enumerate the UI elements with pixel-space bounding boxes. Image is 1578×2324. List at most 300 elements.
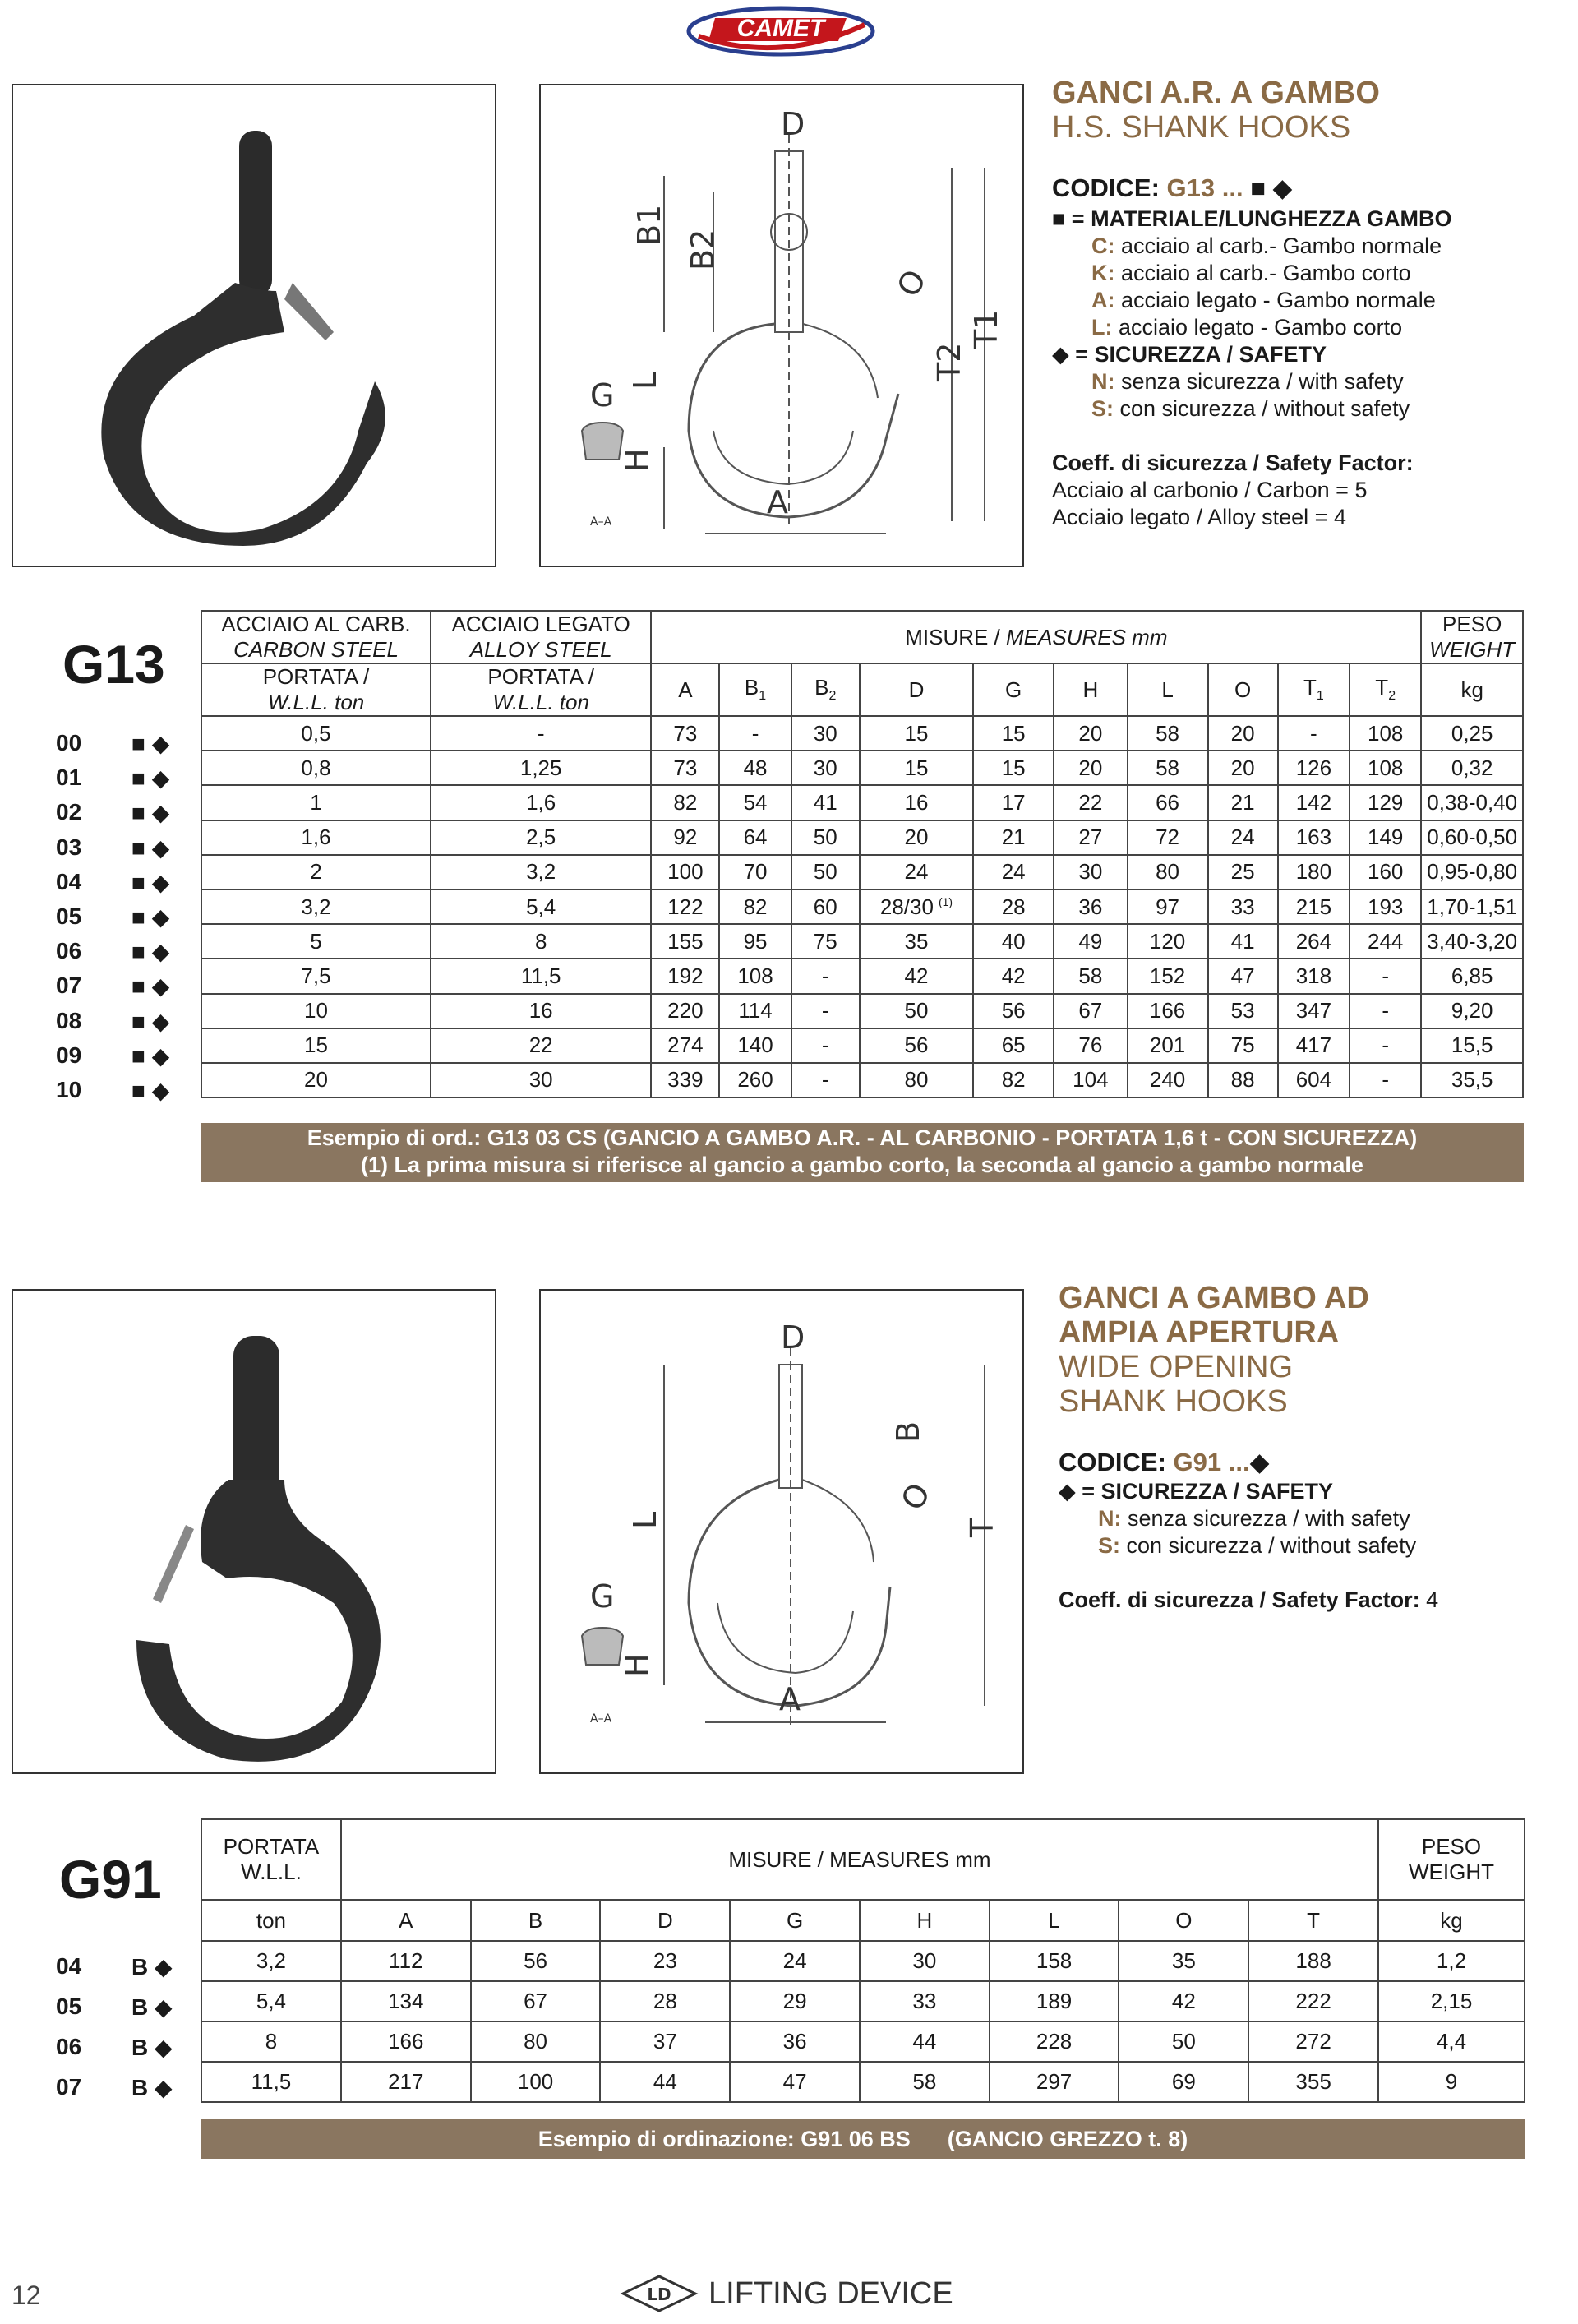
header-wll-en: W.L.L. ton <box>267 690 365 714</box>
cell-value: 15 <box>904 755 929 780</box>
cell-value: 28 <box>1001 894 1026 919</box>
cell-value: 20 <box>1230 755 1255 780</box>
table-cell <box>1054 820 1127 855</box>
cell-value: 3,2 <box>526 859 556 885</box>
cell-value: 72 <box>1156 825 1180 850</box>
table-cell <box>1054 1063 1127 1097</box>
g13-col-header <box>1128 663 1208 716</box>
cell-value: 75 <box>813 928 837 954</box>
cell-value: 104 <box>1073 1067 1109 1093</box>
table-cell <box>719 959 791 993</box>
g13-drawing-frame <box>539 84 1024 567</box>
table-cell: 217 <box>341 2062 471 2102</box>
cell-value: 92 <box>673 825 698 850</box>
row-code: 05 <box>56 903 82 929</box>
table-cell <box>719 1063 791 1097</box>
cell-value: 21 <box>1230 789 1255 815</box>
table-cell <box>1278 994 1350 1028</box>
cell-value: 193 <box>1368 894 1404 919</box>
col-header-letter: T <box>1303 675 1317 700</box>
table-cell <box>1350 1063 1421 1097</box>
g91-code-label: CODICE: <box>1059 1448 1166 1476</box>
footer-section <box>618 2269 953 2318</box>
g13-header-wll-carbon <box>201 663 431 716</box>
table-cell <box>973 1028 1054 1063</box>
table-cell <box>1421 716 1523 751</box>
cell-value: 15 <box>304 1033 328 1058</box>
cell-value: 3,40-3,20 <box>1427 928 1518 954</box>
table-cell <box>201 994 431 1028</box>
table-cell: 36 <box>730 2021 860 2062</box>
cell-value: 339 <box>667 1067 704 1093</box>
g13-footnote: (1) La prima misura si riferisce al gancio a gambo corto, la seconda al gancio a gambo normale <box>361 1153 1363 1177</box>
table-cell <box>651 994 719 1028</box>
g13-code-label: CODICE: <box>1052 173 1160 202</box>
g91-col-header: ton <box>201 1900 341 1941</box>
cell-value: - <box>821 963 829 988</box>
header-alloy-it: ACCIAIO LEGATO <box>451 612 630 636</box>
col-header-subscript: 2 <box>1388 689 1396 704</box>
g13-code-value: G13 ... <box>1166 173 1251 202</box>
g13-col-header <box>719 663 791 716</box>
g13-material-heading: ■ = MATERIALE/LUNGHEZZA GAMBO <box>1052 206 1452 231</box>
table-cell <box>1054 994 1127 1028</box>
table-cell <box>1278 716 1350 751</box>
table-cell <box>791 889 860 924</box>
row-option-symbols: ■ ◆ <box>132 731 170 756</box>
g91-code-symbol: ◆ <box>1249 1448 1270 1476</box>
table-cell <box>1421 855 1523 889</box>
cell-value: - <box>537 720 545 746</box>
g13-order-example: Esempio di ord.: G13 03 CS (GANCIO A GAMBO A.R. - AL CARBONIO - PORTATA 1,6 t - CON SICUREZZA) <box>307 1125 1418 1150</box>
g91-header-wll-en: W.L.L. <box>241 1860 302 1884</box>
cell-value: 15 <box>904 720 929 746</box>
table-cell <box>1208 716 1278 751</box>
table-row <box>201 2021 1525 2062</box>
cell-value: 76 <box>1078 1033 1103 1058</box>
g91-coeff-heading: Coeff. di sicurezza / Safety Factor: <box>1059 1587 1420 1612</box>
table-cell <box>1350 785 1421 820</box>
material-key-a: A: <box>1091 288 1115 312</box>
row-option-symbols: ■ ◆ <box>132 1008 170 1034</box>
table-cell <box>719 994 791 1028</box>
cell-value: 28/30 <box>879 894 934 919</box>
table-cell: 112 <box>341 1941 471 1981</box>
table-cell <box>431 959 651 993</box>
table-cell <box>431 924 651 959</box>
g91-code <box>1059 1447 1269 1478</box>
table-cell: 44 <box>600 2062 730 2102</box>
table-cell <box>973 785 1054 820</box>
col-header-letter: H <box>1082 677 1099 702</box>
cell-value: 30 <box>1078 859 1103 885</box>
table-cell <box>651 1063 719 1097</box>
g91-drawing-frame <box>539 1289 1024 1774</box>
table-cell <box>1421 785 1523 820</box>
cell-value: 95 <box>743 928 768 954</box>
g13-code-symbols: ■ ◆ <box>1250 173 1293 202</box>
table-cell <box>1208 924 1278 959</box>
cell-value: 30 <box>813 720 837 746</box>
row-code: 09 <box>56 1042 82 1068</box>
dim-label-h: H <box>619 448 655 472</box>
cell-value: 1,25 <box>519 755 562 780</box>
table-cell: 28 <box>600 1981 730 2021</box>
table-cell <box>1208 889 1278 924</box>
cell-value: 347 <box>1295 998 1332 1023</box>
table-cell: 188 <box>1248 1941 1378 1981</box>
table-cell: 5,4 <box>201 1981 341 2021</box>
g91-col-header: H <box>860 1900 990 1941</box>
shank-hook-photo <box>13 85 495 566</box>
cell-value: 53 <box>1230 998 1255 1023</box>
table-cell <box>651 785 719 820</box>
table-cell <box>719 924 791 959</box>
table-cell <box>860 1063 973 1097</box>
table-cell <box>973 959 1054 993</box>
table-cell <box>973 889 1054 924</box>
table-cell: 222 <box>1248 1981 1378 2021</box>
cell-value: 60 <box>813 894 837 919</box>
table-cell <box>1421 1063 1523 1097</box>
row-code: 00 <box>56 730 82 755</box>
g13-coeff-heading: Coeff. di sicurezza / Safety Factor: <box>1052 450 1414 475</box>
table-cell <box>651 716 719 751</box>
table-cell <box>1208 1028 1278 1063</box>
g91-title-it-1: GANCI A GAMBO AD <box>1059 1281 1369 1315</box>
row-code: 06 <box>56 2034 82 2059</box>
table-cell: 297 <box>990 2062 1119 2102</box>
cell-value: 49 <box>1078 928 1103 954</box>
cell-value: - <box>821 998 829 1023</box>
table-cell <box>201 820 431 855</box>
cell-value: 264 <box>1295 928 1332 954</box>
table-cell: 44 <box>860 2021 990 2062</box>
table-cell: 8 <box>201 2021 341 2062</box>
col-header-subscript: 1 <box>1316 689 1324 704</box>
row-code: 01 <box>56 765 82 791</box>
g91-dim-label-l: L <box>627 1511 663 1529</box>
table-row <box>201 889 1523 924</box>
footer-logo-text: LD <box>647 2285 671 2304</box>
table-cell: 42 <box>1119 1981 1248 2021</box>
cell-value: - <box>751 720 759 746</box>
material-key-c: C: <box>1091 233 1115 258</box>
table-cell <box>1350 889 1421 924</box>
table-cell <box>1054 924 1127 959</box>
table-cell <box>860 959 973 993</box>
material-key-k: K: <box>1091 261 1115 285</box>
g13-technical-drawing <box>541 85 1022 566</box>
g91-safety-n: senza sicurezza / with safety <box>1128 1506 1410 1531</box>
cell-value: 41 <box>813 789 837 815</box>
g91-safety-key-s: S: <box>1098 1533 1120 1558</box>
table-cell: 37 <box>600 2021 730 2062</box>
table-cell <box>1278 889 1350 924</box>
g91-coeff-value: 4 <box>1419 1587 1439 1612</box>
row-option-symbols: ■ ◆ <box>132 1042 170 1069</box>
cell-value: 33 <box>1230 894 1255 919</box>
cell-value: 24 <box>1230 825 1255 850</box>
cell-value: 66 <box>1156 789 1180 815</box>
cell-value: 70 <box>743 859 768 885</box>
material-l: acciaio legato - Gambo corto <box>1119 315 1403 340</box>
table-cell: 1,2 <box>1378 1941 1525 1981</box>
table-cell: 69 <box>1119 2062 1248 2102</box>
row-option-symbols: ■ ◆ <box>132 1078 170 1103</box>
row-option-symbols: ■ ◆ <box>132 939 170 965</box>
table-cell <box>651 1028 719 1063</box>
cell-value: 2 <box>310 859 322 885</box>
table-row <box>201 1028 1523 1063</box>
g91-code-large: G91 <box>59 1849 162 1910</box>
row-code: 04 <box>56 868 82 894</box>
g91-table <box>201 1818 1525 2103</box>
col-header-subscript: 2 <box>828 689 837 704</box>
g13-title-it: GANCI A.R. A GAMBO <box>1052 76 1380 110</box>
g13-col-header-unit: kg <box>1421 663 1523 716</box>
table-cell: 30 <box>860 1941 990 1981</box>
cell-value: 56 <box>1001 998 1026 1023</box>
cell-value: 20 <box>1230 720 1255 746</box>
header-weight-en: WEIGHT <box>1429 637 1516 662</box>
cell-value: 0,32 <box>1451 755 1493 780</box>
table-row <box>201 820 1523 855</box>
g91-col-header: L <box>990 1900 1119 1941</box>
cell-value: 88 <box>1230 1067 1255 1093</box>
footnote-marker: (1) <box>938 894 953 908</box>
cell-value: 318 <box>1295 963 1332 988</box>
g91-spec-list <box>1059 1478 1552 1614</box>
cell-value: 5,4 <box>526 894 556 919</box>
header-measures-en: MEASURES mm <box>1006 624 1168 649</box>
header-wll-it: PORTATA / <box>262 664 370 689</box>
table-row <box>201 994 1523 1028</box>
table-cell: 29 <box>730 1981 860 2021</box>
cell-value: 35 <box>904 928 929 954</box>
material-c: acciaio al carb.- Gambo normale <box>1121 233 1442 258</box>
table-cell <box>1421 751 1523 785</box>
g13-table <box>201 610 1524 1098</box>
table-cell: 9 <box>1378 2062 1525 2102</box>
table-cell <box>860 785 973 820</box>
g91-technical-drawing <box>541 1291 1022 1772</box>
page-number: 12 <box>12 2280 41 2310</box>
cell-value: 54 <box>743 789 768 815</box>
table-cell <box>651 820 719 855</box>
cell-value: 0,95-0,80 <box>1427 859 1518 885</box>
g91-col-header: B <box>471 1900 601 1941</box>
cell-value: 30 <box>813 755 837 780</box>
row-option-symbols: B ◆ <box>132 1954 173 1980</box>
cell-value: 42 <box>904 963 929 988</box>
table-cell <box>1350 994 1421 1028</box>
g91-safety-heading: ◆ = SICUREZZA / SAFETY <box>1059 1479 1334 1504</box>
g91-dim-label-d: D <box>781 1319 805 1356</box>
cell-value: 1,70-1,51 <box>1427 894 1518 919</box>
table-cell <box>1128 855 1208 889</box>
table-cell <box>1128 820 1208 855</box>
cell-value: - <box>821 1067 829 1093</box>
safety-key-n: N: <box>1091 369 1115 394</box>
table-cell <box>973 924 1054 959</box>
row-option-symbols: ■ ◆ <box>132 800 170 826</box>
table-cell: 355 <box>1248 2062 1378 2102</box>
cell-value: 274 <box>667 1033 704 1058</box>
cell-value: 160 <box>1368 859 1404 885</box>
table-cell <box>719 855 791 889</box>
g91-photo-frame <box>12 1289 496 1774</box>
cell-value: 22 <box>528 1033 553 1058</box>
table-row <box>201 1941 1525 1981</box>
dim-label-t2: T2 <box>931 342 967 381</box>
table-cell <box>1421 959 1523 993</box>
g13-order-example-banner <box>201 1123 1524 1182</box>
safety-key-s: S: <box>1091 396 1114 421</box>
cell-value: 35,5 <box>1451 1067 1493 1093</box>
cell-value: 56 <box>904 1033 929 1058</box>
table-cell <box>791 751 860 785</box>
cell-value: 30 <box>528 1067 553 1093</box>
g91-order-example: Esempio di ordinazione: G91 06 BS (GANCIO GREZZO t. 8) <box>538 2127 1188 2151</box>
g91-col-header: kg <box>1378 1900 1525 1941</box>
cell-value: 65 <box>1001 1033 1026 1058</box>
col-header-letter: A <box>678 677 693 702</box>
col-header-letter: L <box>1161 677 1174 702</box>
table-cell <box>651 959 719 993</box>
g13-spec-list <box>1052 206 1545 531</box>
cell-value: 82 <box>743 894 768 919</box>
material-a: acciaio legato - Gambo normale <box>1121 288 1436 312</box>
cell-value: 1,6 <box>301 825 331 850</box>
table-cell <box>651 889 719 924</box>
table-cell: 50 <box>1119 2021 1248 2062</box>
table-cell <box>1421 820 1523 855</box>
row-option-symbols: ■ ◆ <box>132 869 170 895</box>
cell-value: 67 <box>1078 998 1103 1023</box>
table-row <box>201 855 1523 889</box>
cell-value: 220 <box>667 998 704 1023</box>
cell-value: 120 <box>1149 928 1186 954</box>
header-wll-en: W.L.L. ton <box>492 690 589 714</box>
table-cell <box>860 889 973 924</box>
table-cell <box>719 820 791 855</box>
cell-value: - <box>1382 1067 1390 1093</box>
table-cell: 33 <box>860 1981 990 2021</box>
cell-value: 15 <box>1001 755 1026 780</box>
table-cell: 228 <box>990 2021 1119 2062</box>
cell-value: 58 <box>1078 963 1103 988</box>
table-cell <box>973 716 1054 751</box>
table-cell: 24 <box>730 1941 860 1981</box>
cell-value: 48 <box>743 755 768 780</box>
cell-value: 192 <box>667 963 704 988</box>
table-cell <box>860 751 973 785</box>
table-cell <box>1278 1063 1350 1097</box>
col-header-letter: G <box>1005 677 1022 702</box>
g13-col-header <box>973 663 1054 716</box>
row-option-symbols: ■ ◆ <box>132 973 170 1000</box>
cell-value: 0,5 <box>301 720 331 746</box>
footer-section-title: LIFTING DEVICE <box>708 2275 953 2311</box>
col-header-letter: D <box>908 677 925 702</box>
cell-value: 100 <box>667 859 704 885</box>
g13-col-header <box>1208 663 1278 716</box>
g13-header-carbon <box>201 611 431 663</box>
table-cell <box>973 751 1054 785</box>
table-cell <box>973 855 1054 889</box>
wide-opening-hook-photo <box>13 1291 495 1772</box>
table-cell <box>1421 924 1523 959</box>
table-cell <box>719 889 791 924</box>
cell-value: 129 <box>1368 789 1404 815</box>
col-header-letter: B <box>744 675 759 700</box>
g13-coeff-alloy: Acciaio legato / Alloy steel = 4 <box>1052 505 1346 529</box>
table-cell <box>431 716 651 751</box>
cell-value: 108 <box>1368 755 1404 780</box>
g91-header-weight-en: WEIGHT <box>1409 1860 1494 1884</box>
cell-value: 20 <box>304 1067 328 1093</box>
cell-value: - <box>1382 1033 1390 1058</box>
row-option-symbols: B ◆ <box>132 2075 173 2100</box>
g13-header-measures <box>651 611 1421 663</box>
g13-header-wll-alloy <box>431 663 651 716</box>
cell-value: 82 <box>673 789 698 815</box>
table-cell <box>1350 820 1421 855</box>
table-cell <box>201 716 431 751</box>
g13-col-header <box>1350 663 1421 716</box>
g13-col-header <box>860 663 973 716</box>
table-cell <box>1421 994 1523 1028</box>
cell-value: 3,2 <box>301 894 331 919</box>
table-cell: 67 <box>471 1981 601 2021</box>
row-code: 04 <box>56 1953 82 1979</box>
table-cell <box>1128 889 1208 924</box>
table-cell <box>1128 1063 1208 1097</box>
table-row <box>201 751 1523 785</box>
cell-value: 82 <box>1001 1067 1026 1093</box>
table-cell <box>651 924 719 959</box>
table-cell <box>791 994 860 1028</box>
cell-value: 140 <box>737 1033 773 1058</box>
g13-safety-heading: ◆ = SICUREZZA / SAFETY <box>1052 342 1327 367</box>
g91-dim-label-section: A–A <box>590 1712 612 1726</box>
cell-value: 20 <box>1078 720 1103 746</box>
cell-value: 64 <box>743 825 768 850</box>
cell-value: 27 <box>1078 825 1103 850</box>
table-cell <box>860 924 973 959</box>
cell-value: 0,25 <box>1451 720 1493 746</box>
table-cell <box>1128 785 1208 820</box>
cell-value: 10 <box>304 998 328 1023</box>
table-cell <box>1208 820 1278 855</box>
table-cell <box>201 959 431 993</box>
cell-value: 122 <box>667 894 704 919</box>
g91-col-header: A <box>341 1900 471 1941</box>
table-cell <box>201 751 431 785</box>
cell-value: 201 <box>1149 1033 1186 1058</box>
table-cell <box>431 820 651 855</box>
table-cell <box>1054 959 1127 993</box>
table-cell <box>1054 716 1127 751</box>
table-cell <box>1128 924 1208 959</box>
table-cell <box>791 716 860 751</box>
table-cell <box>1278 820 1350 855</box>
cell-value: 240 <box>1149 1067 1186 1093</box>
table-cell <box>719 751 791 785</box>
cell-value: 80 <box>1156 859 1180 885</box>
table-row <box>201 924 1523 959</box>
